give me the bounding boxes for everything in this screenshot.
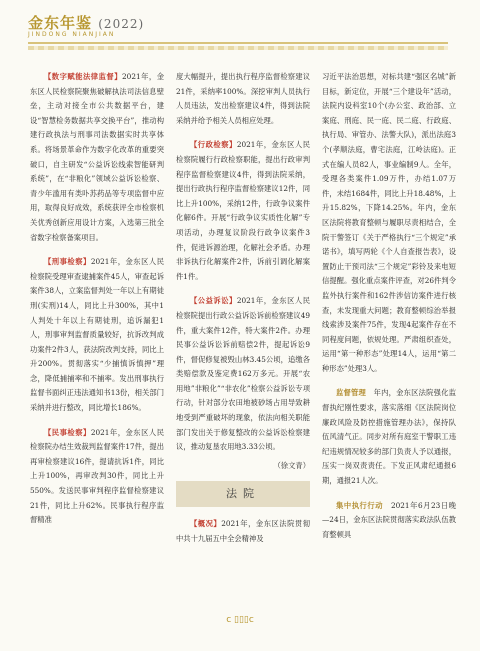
text-column-1	[30, 70, 164, 538]
keyword-centralized-enforcement: 集中执行行动	[336, 500, 384, 510]
paragraph-text: 2021年，金东区法院贯彻中共十九届五中全会精神及	[176, 519, 311, 544]
keyword-public-interest-litigation: 【公益诉讼】	[190, 296, 237, 306]
paragraph-continued: 度大幅提升，提出执行程序监督检察建议21件，采纳率100%。深挖审判人员执行人员违法，发出检察建议4件，得到法院采纳并给予相关人员相应处理。	[176, 72, 310, 125]
text-column-3	[322, 70, 456, 552]
keyword-civil-procuratorate: 【民事检察】	[44, 427, 91, 437]
header-decor-bar	[28, 46, 448, 50]
yearbook-logo	[28, 12, 144, 33]
page-header	[28, 12, 458, 62]
header-divider	[28, 42, 448, 44]
paragraph-text: 2021年，金东区人民检察院聚焦破解执法司法信息壁垒，主动对接全市公共数据平台，建设“智慧检务数据共享交换平台”，推动构建行政执法与刑事司法数据实时共享体系。将场景革命作为数字化改革的重要突破口，自主研发“公益诉讼线索智能研判系统”，在“非粮化”领域公益诉讼检察、青少年滥用有类卟苏药品等专项监督中应用，取得良好成效，系统获评全市检察机关优秀创新应用设计方案，入选第三批全省数字检察备案项目。	[30, 72, 165, 242]
keyword-digital-empowerment: 【数字赋能法律监督】	[44, 72, 123, 81]
page-number-mark: c ▯▯▯c	[226, 615, 254, 625]
paragraph-text: 2021年，金东区人民检察院提出行政公益诉讼诉前检察建议49件，重大案件12件，特大案件2件。办理民事公益诉讼诉前赔偿2件，提起诉讼9件，督促修复被毁山林3.45公顷，追缴各类赔偿款及鉴定费162万多元。开展“农用地”非粮化”“非农化”检察公益诉讼专项行动，针对部分农田地被砂场占用导致耕地受到严重破坏的现象，依法向相关职能部门发出关于修复整改的公益诉讼检察建议，推动复垦农用地3.33公顷。	[176, 296, 310, 452]
paragraph-criminal-procuratorate	[30, 255, 164, 416]
keyword-administrative-procuratorate: 【行政检察】	[190, 140, 237, 150]
text-column-2	[176, 70, 310, 557]
paragraph-centralized-enforcement	[322, 499, 456, 543]
keyword-overview: 【概况】	[190, 519, 222, 529]
keyword-supervision-management: 监督管理	[336, 388, 367, 398]
logo-subtitle: JINDONG NIANJIAN	[28, 31, 116, 38]
logo-text: 金东年鉴	[28, 14, 93, 32]
author-signature: （徐文青）	[273, 460, 310, 470]
paragraph-civil-procuratorate	[30, 426, 164, 528]
keyword-criminal-procuratorate: 【刑事检察】	[44, 257, 91, 267]
logo-year: (2022)	[98, 17, 145, 31]
paragraph-public-interest-litigation	[176, 294, 310, 455]
paragraph-text: 2021年，金东区人民检察院办结生效裁判监督案件17件，提出再审检察建议16件，提请抗诉1件，同比上升100%，再审改判30件，同比上升550%。发送民事审判程序监督检察建议21件，同比上升62%。民事执行程序监督精准	[30, 427, 164, 525]
paragraph-continued: 习近平法治思想，对标共建“强区名城”新目标，新定位，开展“三个建设年”活动，法院内设科室10个(办公室、政治部、立案庭、刑庭、民一庭、民二庭、行政庭、执行局、审管办、法警大队)，派出法庭3个(孝顺法庭，曹宅法庭，江岭法庭)。正式在编人员82人，事业编制9人。全年，受理各类案件1.09万件，办结1.07万件，未结1684件，同比上升18.48%，上升15.82%，下降14.25%。年内，金东区法院将教育整顿与履职尽责相结合，全院干警签订《关于严格执行“三个规定”承诺书》，填写两轮《个人自查报告表》，设置防止干预司法“三个规定”彩铃及来电短信提醒。强化重点案件评查，对26件判令监外执行案件和162件涉信访案件进行核查，未发现重大问题；教育整顿综治举报线索涉及案件75件，发现4起案件存在不同程度问题，依规处理。严肃组织查处，运用“第一种形态”处理14人，运用“第二种形态”处理3人。	[322, 72, 456, 373]
paragraph-digital-empowerment	[30, 70, 164, 245]
paragraph-text: 年内，金东区法院强化监督执纪刚性要求，落实落细《区法院岗位廉政风险及防控措施管理办法》，保持队伍风清气正。同步对所有庭室干警职工违纪违规情况较多的部门负责人予以通报，压实一岗双责责任。下发正风肃纪通报6期，通报21人次。	[322, 388, 457, 486]
paragraph-text: 2021年，金东区人民检察院履行行政检察职能，提出行政审判程序监督检察建议4件，得到法院采纳，提出行政执行程序监督检察建议12件，同比上升100%，采纳12件，行政争议案件化解6件。开展“行政争议实质性化解”专项活动，办理复议阶段行政争议案件3件，促进诉源治理，化解社会矛盾。办理非诉执行化解案件2件，诉前引调化解案件1件。	[176, 140, 310, 281]
paragraph-court-overview	[176, 517, 310, 546]
paragraph-supervision-management	[322, 386, 456, 488]
paragraph-text: 2021年，金东区人民检察院受理审查逮捕案件45人，审查起诉案件38人，立案监督判处一年以上有期徒刑(实刑)14人，同比上升300%，其中1人判处十年以上有期徒刑，追诉漏犯1人，刑事审判监督质量较好，抗诉改判成功案件2件3人，获法院改判支持，同比上升200%。贯彻落实“少捕慎诉慎押”理念，降低捕捕率和不捕率。发出刑事执行监督书面纠正违法通知书13份，相关部门采纳并进行整改，同比增长186%。	[30, 257, 164, 413]
paragraph-text: 2021年6月23日晚—24日，金东区法院贯彻落实政法队伍教育整顿具	[322, 500, 457, 539]
page-footer	[0, 615, 480, 625]
section-heading-court: 法院	[176, 481, 310, 507]
paragraph-administrative-procuratorate	[176, 138, 310, 284]
